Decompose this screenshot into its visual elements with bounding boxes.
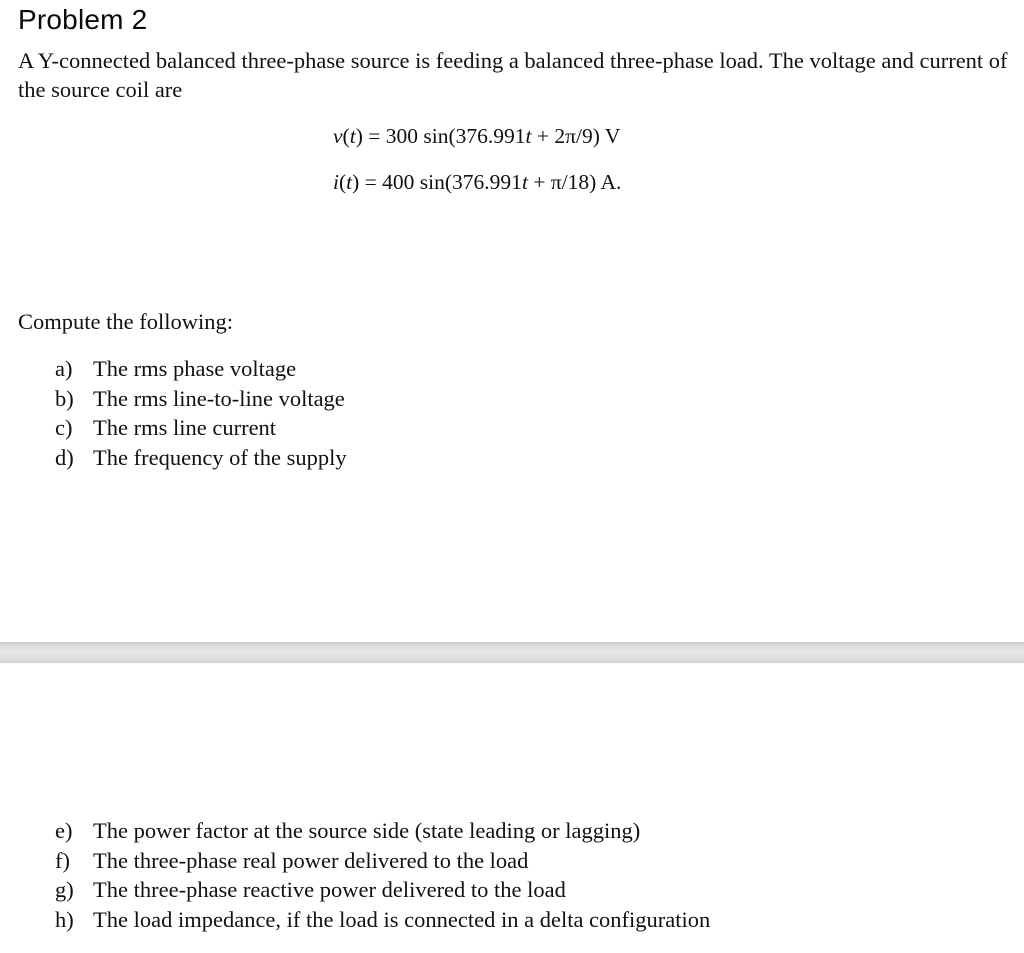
eq-lhs: v: [333, 124, 343, 148]
current-equation: [333, 170, 621, 195]
eq-rhs-b: + π/18) A.: [527, 170, 622, 194]
item-text: The rms line current: [93, 415, 277, 440]
eq-lhs: i: [333, 170, 339, 194]
item-text: The frequency of the supply: [93, 444, 347, 470]
eq-rhs-b: + 2π/9) V: [531, 124, 621, 148]
problem-title: Problem 2: [18, 4, 148, 35]
item-letter: d): [55, 444, 74, 470]
eq-rhs-a: ) = 300 sin(376.991: [355, 124, 526, 148]
eq-rhs-t: t: [521, 170, 528, 194]
item-text: The power factor at the source side (state leading or lagging): [93, 818, 641, 843]
page-separator: [0, 642, 1024, 663]
item-letter: f): [55, 847, 70, 873]
item-text: The rms line-to-line voltage: [93, 385, 345, 411]
eq-open-paren: (: [338, 170, 347, 194]
problem-intro: A Y-connected balanced three-phase source is feeding a balanced three-phase load. The voltage and current of the source coil are: [18, 48, 1008, 102]
item-letter: h): [55, 906, 74, 932]
item-letter: c): [55, 415, 73, 440]
eq-open-paren: (: [342, 124, 350, 148]
item-text: The three-phase reactive power delivered to the load: [93, 877, 566, 902]
eq-rhs-t: t: [525, 124, 532, 148]
compute-label: Compute the following:: [18, 309, 233, 334]
item-text: The three-phase real power delivered to the load: [93, 847, 529, 873]
item-text: The rms phase voltage: [93, 356, 297, 381]
item-letter: b): [55, 385, 74, 411]
eq-rhs-a: ) = 400 sin(376.991: [352, 170, 522, 194]
eq-arg: t: [349, 124, 356, 148]
item-letter: g): [55, 877, 74, 902]
item-letter: e): [55, 818, 73, 843]
voltage-equation: [333, 124, 620, 149]
eq-arg: t: [346, 170, 353, 194]
item-letter: a): [55, 356, 73, 381]
item-text: The load impedance, if the load is connected in a delta configuration: [93, 906, 711, 932]
